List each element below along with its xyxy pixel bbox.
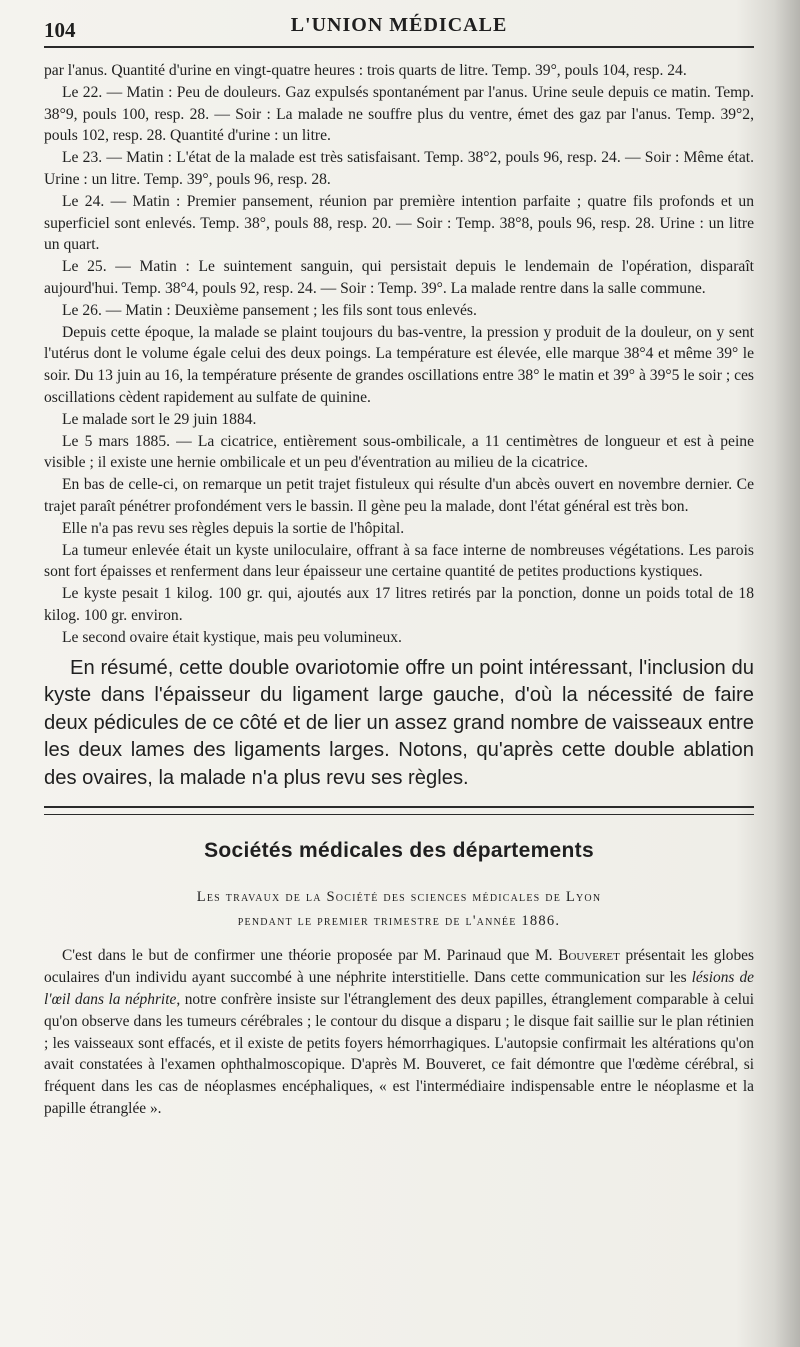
case-paragraph: Le 26. — Matin : Deuxième pansement ; les fils sont tous enlevés. xyxy=(62,301,477,319)
case-paragraph: Le second ovaire était kystique, mais peu volumineux. xyxy=(62,628,402,646)
article-text: C'est dans le but de confirmer une théorie proposée par M. Parinaud que M. xyxy=(62,947,559,965)
article-title-line: Les travaux de la Société des sciences médicales de Lyon xyxy=(196,889,602,906)
case-paragraph: La tumeur enlevée était un kyste uniloculaire, offrant à sa face interne de nombreuses végétations. Les parois sont fort épaisses et renferment dans leur épaisseur une certaine quantité de petites productions kystiques. xyxy=(44,541,754,581)
author-name: Bouveret xyxy=(558,947,620,965)
article-text: , notre confrère insiste sur l'étranglement des deux papilles, étranglement comparable à celui qu'on observe dans les tumeurs cérébrales ; le contour du disque a disparu ; le disque fait saillie sur le plan rétinien ; les vaisseaux sont effacés, et il existe de petits foyers hémorrhagiques. L'autopsie confirmait les altérations qu'on avait constatées à l'examen ophthalmoscopique. D'après M. Bouveret, ce fait démontre que l'œdème cérébral, si fréquent dans les cas de néoplasmes encéphaliques, « est l'intermédiaire indispensable entre le néoplasme et la papille étranglée ». xyxy=(44,991,754,1118)
summary-block xyxy=(44,655,754,793)
case-paragraph: Le 24. — Matin : Premier pansement, réunion par première intention parfaite ; quatre fils profonds et un superficiel sont enlevés. Temp. 38°, pouls 88, resp. 20. — Soir : Temp. 38°8, pouls 96, resp. 28. Urine : un litre un quart. xyxy=(44,192,754,254)
section-heading: Sociétés médicales des départements xyxy=(204,839,594,863)
case-paragraph: Le malade sort le 29 juin 1884. xyxy=(62,410,257,428)
page-number: 104 xyxy=(44,18,76,42)
section-divider xyxy=(44,806,754,815)
case-paragraph: Le 23. — Matin : L'état de la malade est très satisfaisant. Temp. 38°2, pouls 96, resp. 24. — Soir : Même état. Urine : un litre. Temp. 39°, pouls 96, resp. 28. xyxy=(44,149,754,188)
article-title xyxy=(44,885,754,933)
case-paragraph: Le 22. — Matin : Peu de douleurs. Gaz expulsés spontanément par l'anus. Urine seule depuis ce matin. Temp. 38°9, pouls 100, resp. 28. — Soir : La malade ne souffre plus du ventre, émet des gaz par l'anus. Temp. 39°2, pouls 102, resp. 28. Quantité d'urine : un litre. xyxy=(44,83,754,145)
summary-paragraph: En résumé, cette double ovariotomie offre un point intéressant, l'inclusion du kyste dans l'épaisseur du ligament large gauche, d'où la nécessité de faire deux pédicules de ce côté et de lier un assez grand nombre de vaisseaux entre les deux lames des ligaments larges. Notons, qu'après cette double ablation des ovaires, la malade n'a plus revu ses règles. xyxy=(44,656,754,789)
case-paragraph: Depuis cette époque, la malade se plaint toujours du bas-ventre, la pression y produit de la douleur, on y sent l'utérus dont le volume égale celui des deux poings. La température est élevée, elle marque 38°4 et même 39° le soir. Du 13 juin au 16, la température présente de grandes oscillations entre 38° le matin et 39° à 39°5 le soir ; ces oscillations cèdent rapidement au sulfate de quinine. xyxy=(44,323,754,406)
page-header xyxy=(44,0,754,44)
article-text: présentait les globes oculaires d'un individu ayant succombé à une néphrite interstitielle. Dans cette communication sur les xyxy=(44,947,754,987)
case-paragraph: Le 25. — Matin : Le suintement sanguin, qui persistait depuis le lendemain de l'opération, disparaît aujourd'hui. Temp. 38°4, pouls 92, resp. 24. — Soir : Temp. 39°. La malade rentre dans la salle commune. xyxy=(44,258,754,297)
case-paragraph: par l'anus. Quantité d'urine en vingt-quatre heures : trois quarts de litre. Temp. 39°, pouls 104, resp. 24. xyxy=(44,62,687,79)
case-paragraph: En bas de celle-ci, on remarque un petit trajet fistuleux qui résulte d'un abcès ouvert en novembre dernier. Ce trajet paraît pénétrer profondément vers le bassin. Il gène peu la malade, dont l'état général est très bon. xyxy=(44,476,754,515)
article-title-line: pendant le premier trimestre de l'année 1886. xyxy=(237,913,561,930)
article-body xyxy=(44,945,754,1119)
page-edge-shadow xyxy=(774,0,800,1347)
case-paragraph: Elle n'a pas revu ses règles depuis la sortie de l'hôpital. xyxy=(62,519,405,537)
case-paragraph: Le 5 mars 1885. — La cicatrice, entièrement sous-ombilicale, a 11 centimètres de longueur et est à peine visible ; il existe une hernie ombilicale et un peu d'éventration au milieu de la cicatrice. xyxy=(44,432,754,472)
article-paragraph xyxy=(44,945,754,1119)
journal-title: L'UNION MÉDICALE xyxy=(290,14,508,36)
case-paragraph: Le kyste pesait 1 kilog. 100 gr. qui, ajoutés aux 17 litres retirés par la ponction, donne un poids total de 18 kilog. 100 gr. environ. xyxy=(44,585,754,624)
header-rule xyxy=(44,46,754,48)
case-notes xyxy=(44,60,754,649)
article-italic-title: lésions de l'œil dans la néphrite xyxy=(44,969,754,1009)
